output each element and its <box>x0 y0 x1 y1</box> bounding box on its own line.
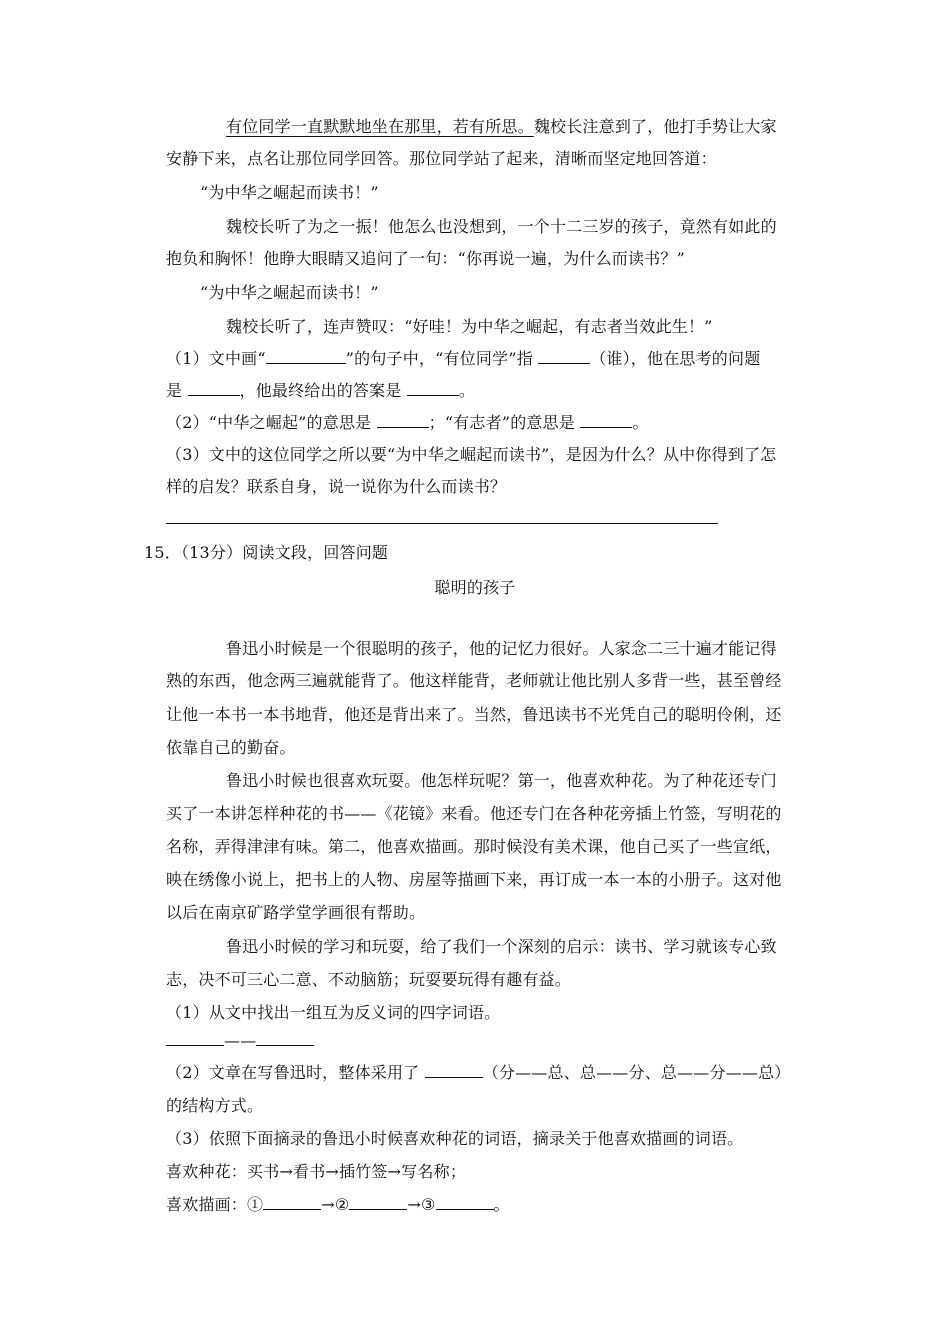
q15-para1-line-1: 鲁迅小时候是一个很聪明的孩子，他的记忆力很好。人家念二三十遍才能记得 <box>226 639 777 658</box>
passage-title: 聪明的孩子 <box>434 578 516 597</box>
answer-blank[interactable] <box>166 1031 224 1046</box>
q14-1-line-1: （1）文中画“ ”的句子中，“有位同学”指 （谁），他在思考的问题 <box>166 349 761 368</box>
q14-3-line-2: 样的启发？联系自身，说一说你为什么而读书？ <box>166 477 507 496</box>
answer-blank[interactable] <box>436 1195 494 1210</box>
q15-para2-line-2: 买了一本讲怎样种花的书——《花镜》来看。他还专门在各种花旁插上竹签，写明花的 <box>166 804 782 823</box>
q15-3-example: 喜欢种花：买书→看书→插竹签→写名称； <box>166 1162 467 1181</box>
q15-para1-line-4: 依靠自己的勤奋。 <box>166 738 296 757</box>
passage-paragraph-5: 魏校长听了，连声赞叹：“好哇！为中华之崛起，有志者当效此生！” <box>226 317 713 336</box>
answer-blank[interactable] <box>266 349 346 364</box>
q15-para2-line-4: 映在绣像小说上，把书上的人物、房屋等描画下来，再订成一本一本的小册子。这对他 <box>166 870 782 889</box>
q15-1: （1）从文中找出一组互为反义词的四字词语。 <box>166 1003 501 1022</box>
passage-paragraph-3-line-1: 魏校长听了为之一振！他怎么也没想到，一个十二三岁的孩子，竟然有如此的 <box>226 217 777 236</box>
q15-2-line-1: （2）文章在写鲁迅时，整体采用了 （分——总、总——分、总——分——总） <box>166 1063 791 1082</box>
q15-para2-line-3: 名称，弄得津津有味。第二，他喜欢描画。那时候没有美术课，他自己买了一些宣纸， <box>166 837 782 856</box>
answer-blank[interactable] <box>580 413 632 428</box>
answer-blank[interactable] <box>263 1195 321 1210</box>
passage-paragraph-3-line-2: 抱负和胸怀！他睁大眼睛又追问了一句：“你再说一遍，为什么而读书？” <box>166 249 685 268</box>
answer-blank[interactable] <box>377 413 429 428</box>
q15-2-line-2: 的结构方式。 <box>166 1096 264 1115</box>
q15-para2-line-1: 鲁迅小时候也很喜欢玩耍。他怎样玩呢？第一，他喜欢种花。为了种花还专门 <box>226 771 777 790</box>
q15-para1-line-2: 熟的东西，他念两三遍就能背了。他这样能背，老师就让他比别人多背一些，甚至曾经 <box>166 671 782 690</box>
answer-line[interactable] <box>166 523 718 524</box>
underlined-sentence: 有位同学一直默默地坐在那里，若有所思。 <box>226 117 534 136</box>
quote-line-1: “为中华之崛起而读书！” <box>200 183 379 202</box>
q15-para2-line-5: 以后在南京矿路学堂学画很有帮助。 <box>166 903 426 922</box>
quote-line-2: “为中华之崛起而读书！” <box>200 283 379 302</box>
q15-para3-line-1: 鲁迅小时候的学习和玩耍，给了我们一个深刻的启示：读书、学习就该专心致 <box>226 937 777 956</box>
q14-1-line-2: 是 ，他最终给出的答案是 。 <box>166 381 476 400</box>
q15-para1-line-3: 让他一本书一本书地背，他还是背出来了。当然，鲁迅读书不光凭自己的聪明伶俐，还 <box>166 705 782 724</box>
q15-3: （3）依照下面摘录的鲁迅小时候喜欢种花的词语，摘录关于他喜欢描画的词语。 <box>166 1129 744 1148</box>
answer-blank[interactable] <box>188 381 240 396</box>
answer-blank[interactable] <box>407 381 459 396</box>
answer-blank[interactable] <box>538 349 590 364</box>
passage-paragraph-1: 有位同学一直默默地坐在那里，若有所思。魏校长注意到了，他打手势让大家 <box>226 117 777 136</box>
passage-paragraph-1-line-2: 安静下来，点名让那位同学回答。那位同学站了起来，清晰而坚定地回答道： <box>166 149 717 168</box>
q15-para3-line-2: 志，决不可三心二意、不动脑筋；玩耍要玩得有趣有益。 <box>166 970 572 989</box>
answer-blank[interactable] <box>256 1031 314 1046</box>
q14-3-line-1: （3）文中的这位同学之所以要“为中华之崛起而读书”，是因为什么？从中你得到了怎 <box>166 445 777 464</box>
answer-blank[interactable] <box>349 1195 407 1210</box>
q15-3-answer: 喜欢描画：① →② →③ 。 <box>166 1195 510 1214</box>
q15-1-answer: —— <box>166 1030 314 1052</box>
q14-2: （2）“中华之崛起”的意思是 ；“有志者”的意思是 。 <box>166 413 649 432</box>
q15-heading: 15．（13分）阅读文段，回答问题 <box>144 543 389 562</box>
answer-blank[interactable] <box>425 1063 483 1078</box>
